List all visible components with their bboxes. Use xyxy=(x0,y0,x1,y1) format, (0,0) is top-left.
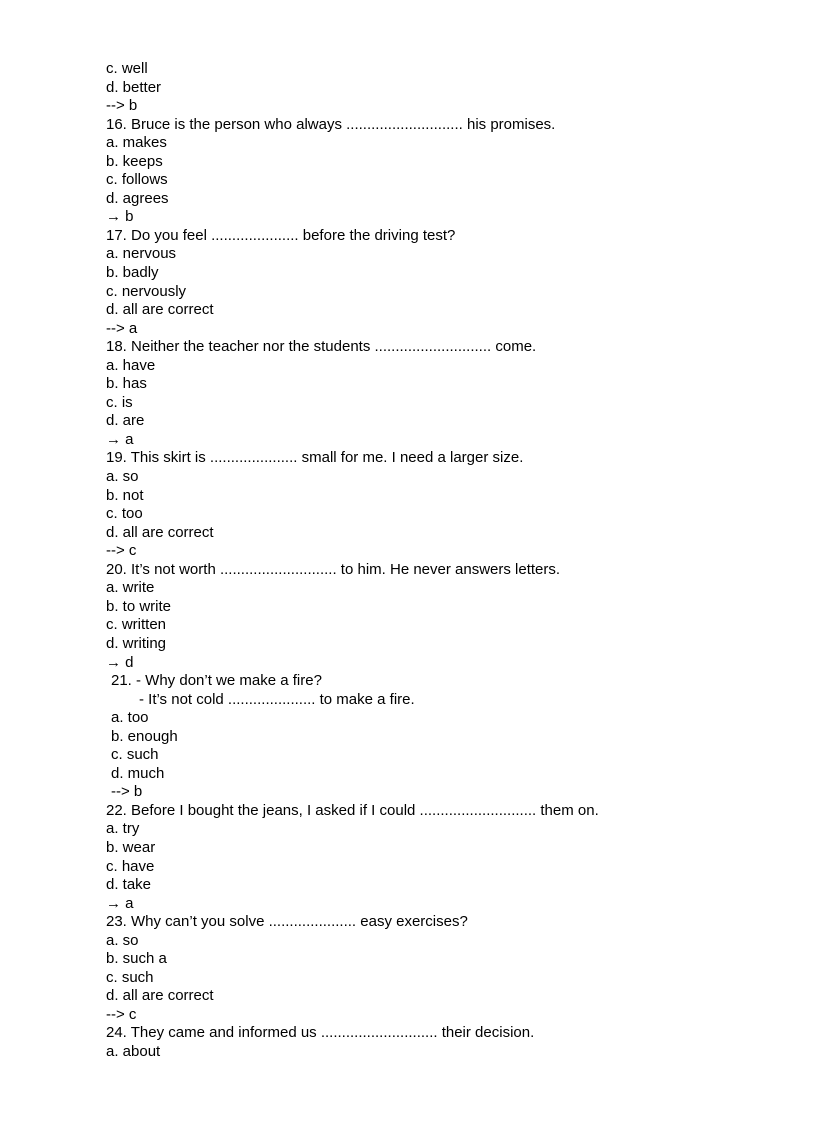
answer-line: --> a xyxy=(106,319,138,337)
answer-line: → d xyxy=(106,653,134,671)
option-line: d. writing xyxy=(106,634,167,652)
option-line: d. all are correct xyxy=(106,301,214,319)
answer-line: → a xyxy=(106,430,134,448)
option-line: b. enough xyxy=(111,727,178,745)
option-line: b. badly xyxy=(106,264,159,282)
option-line: c. nervously xyxy=(106,282,187,300)
option-line: a. try xyxy=(106,820,140,838)
option-line: b. not xyxy=(106,486,144,504)
option-line: a. nervous xyxy=(106,245,177,263)
question-24: 24. They came and informed us ............................ their decision. xyxy=(106,1024,535,1042)
option-line: d. all are correct xyxy=(106,987,214,1005)
option-line: a. too xyxy=(111,709,149,727)
option-line: b. such a xyxy=(106,950,167,968)
option-line: c. such xyxy=(106,968,154,986)
answer-line: --> c xyxy=(106,1005,137,1023)
question-20: 20. It’s not worth ............................ to him. He never answers letters. xyxy=(106,560,561,578)
answer-line: → a xyxy=(106,894,134,912)
option-line: a. write xyxy=(106,579,155,597)
option-line: c. follows xyxy=(106,171,168,189)
answer-line: --> c xyxy=(106,542,137,560)
option-line: d. much xyxy=(111,764,165,782)
question-22: 22. Before I bought the jeans, I asked if I could ............................ them on. xyxy=(106,801,599,819)
question-21: 21. - Why don’t we make a fire? xyxy=(111,672,322,690)
option-line: b. wear xyxy=(106,838,156,856)
question-21-reply: - It’s not cold ..................... to make a fire. xyxy=(139,690,415,708)
option-line: d. agrees xyxy=(106,189,169,207)
option-line: a. have xyxy=(106,356,156,374)
option-line: d. all are correct xyxy=(106,523,214,541)
question-23: 23. Why can’t you solve ..................... easy exercises? xyxy=(106,913,468,931)
option-line: c. too xyxy=(106,505,143,523)
answer-line: → b xyxy=(106,208,134,226)
option-line: b. keeps xyxy=(106,152,163,170)
question-19: 19. This skirt is ..................... small for me. I need a larger size. xyxy=(106,449,524,467)
option-line: c. have xyxy=(106,857,155,875)
option-line: a. so xyxy=(106,931,139,949)
option-line: a. so xyxy=(106,468,139,486)
question-16: 16. Bruce is the person who always ............................ his promises. xyxy=(106,115,556,133)
option-line: a. about xyxy=(106,1042,161,1060)
option-line: d. better xyxy=(106,78,162,96)
quiz-text-block xyxy=(106,60,786,1062)
option-line: d. take xyxy=(106,876,152,894)
option-line: b. to write xyxy=(106,597,172,615)
answer-line: --> b xyxy=(106,97,138,115)
option-line: d. are xyxy=(106,412,145,430)
answer-line: --> b xyxy=(111,783,143,801)
option-line: c. well xyxy=(106,60,148,77)
option-line: c. such xyxy=(111,746,159,764)
question-18: 18. Neither the teacher nor the students ............................ come. xyxy=(106,338,537,356)
option-line: a. makes xyxy=(106,134,167,152)
question-17: 17. Do you feel ..................... before the driving test? xyxy=(106,226,456,244)
option-line: c. written xyxy=(106,616,167,634)
option-line: c. is xyxy=(106,393,133,411)
option-line: b. has xyxy=(106,375,147,393)
